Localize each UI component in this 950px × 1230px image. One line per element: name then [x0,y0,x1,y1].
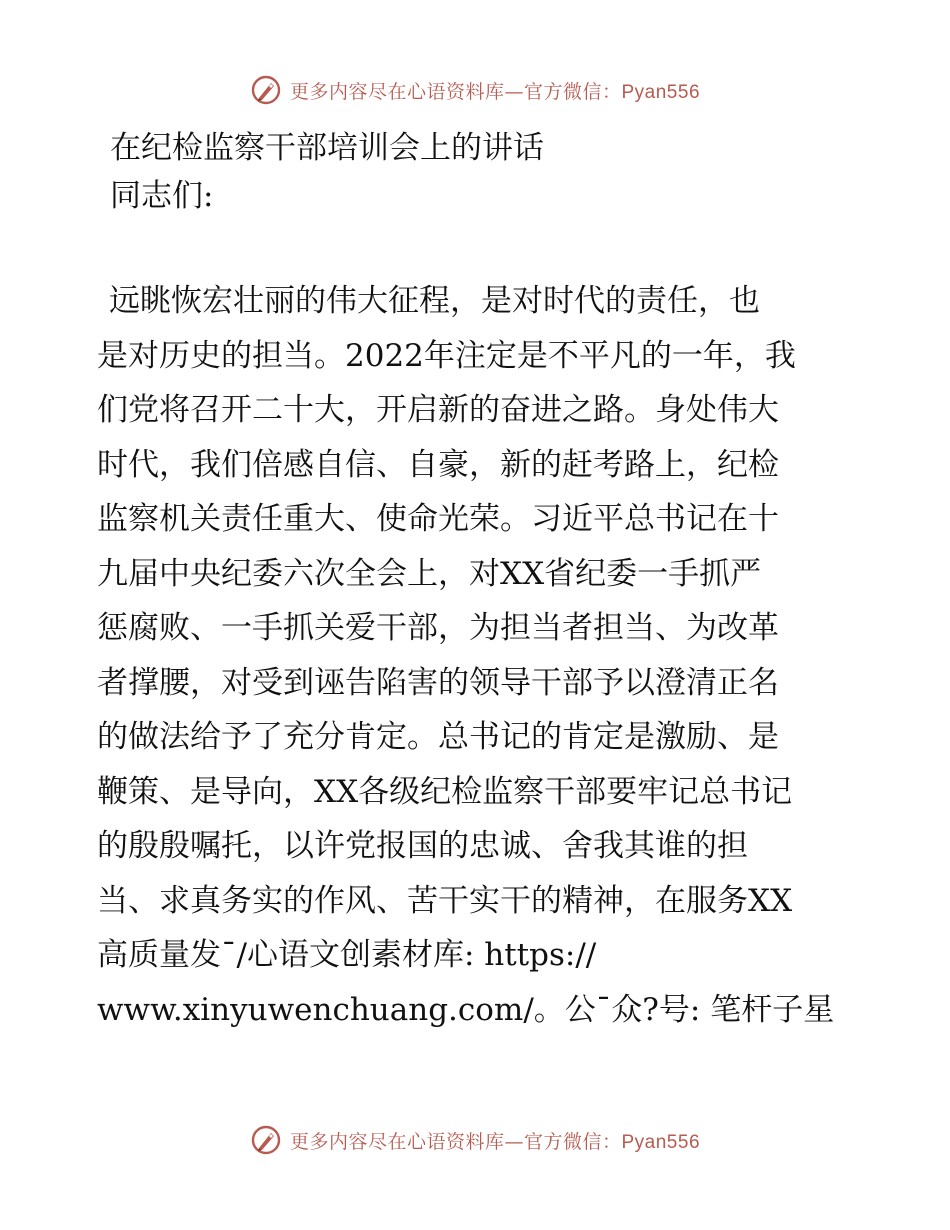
watermark-text: 更多内容尽在心语资料库—官方微信：Pyan556 [289,1130,701,1153]
pen-logo-icon [250,74,282,106]
body-line: 惩腐败、一手抓关爱干部，为担当者担当、为改革 [97,610,779,646]
body-line: 监察机关责任重大、使命光荣。习近平总书记在十 [97,501,779,537]
greeting: 同志们: [110,178,214,214]
body-line: 高质量发¯/心语文创素材库: https:// [97,937,597,973]
document-body [97,274,887,1037]
header-watermark [0,70,950,110]
body-line: 远眺恢宏壮丽的伟大征程，是对时代的责任，也 [109,283,760,319]
body-line: 的殷殷嘱托，以许党报国的忠诚、舍我其谁的担 [97,828,748,864]
body-line: 者撑腰，对受到诬告陷害的领导干部予以澄清正名 [97,664,779,701]
body-line: 当、求真务实的作风、苦干实干的精神，在服务XX [97,882,793,919]
body-line: 是对历史的担当。2022年注定是不平凡的一年，我 [97,337,796,374]
watermark-text: 更多内容尽在心语资料库—官方微信：Pyan556 [289,80,701,103]
body-line: www.xinyuwenchuang.com/。公¯众?号: 笔杆子星 [97,991,835,1028]
body-line: 九届中央纪委六次全会上，对XX省纪委一手抓严 [97,555,762,592]
body-line: 的做法给予了充分肯定。总书记的肯定是激励、是 [97,719,779,755]
footer-watermark [0,1120,950,1160]
pen-logo-icon [250,1124,282,1156]
body-line: 们党将召开二十大，开启新的奋进之路。身处伟大 [97,392,779,428]
document-title: 在纪检监察干部培训会上的讲话 [110,130,544,166]
body-line: 时代，我们倍感自信、自豪，新的赶考路上，纪检 [97,446,779,483]
body-line: 鞭策、是导向，XX各级纪检监察干部要牢记总书记 [97,773,793,810]
